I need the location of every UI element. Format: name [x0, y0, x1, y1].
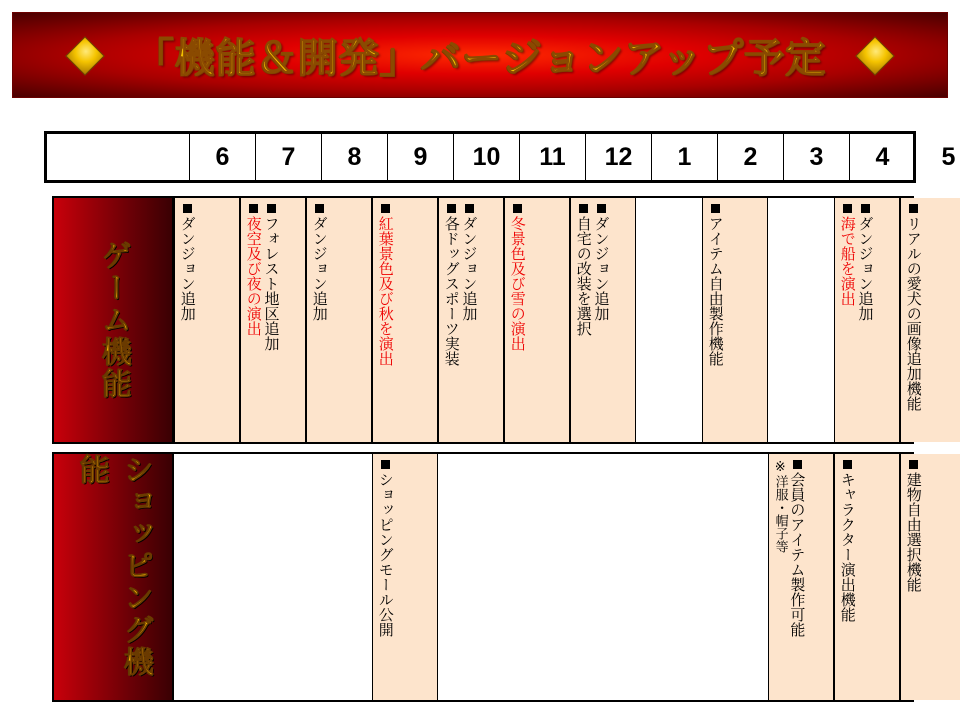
entry-text: 冬景色及び雪の演出 [507, 204, 525, 436]
entry-text: 会員のアイテム製作可能 [787, 460, 805, 694]
cell-game-5 [900, 198, 960, 442]
entry-text: ダンジョン追加 [177, 204, 195, 436]
entry-text: ダンジョン追加 [855, 204, 873, 436]
entry-text-secondary: 各ドッグスポーツ実装 [441, 204, 459, 436]
entry-text: ダンジョン追加 [309, 204, 327, 436]
title-banner [12, 12, 948, 98]
cell-game-3 [768, 198, 834, 442]
square-bullet-icon [597, 204, 606, 213]
cell-game-1 [636, 198, 702, 442]
cell-shop-1 [636, 454, 702, 700]
entry-text-secondary: 夜空及び夜の演出 [243, 204, 261, 436]
cell-shop-12 [570, 454, 636, 700]
month-cell-8: 8 [321, 134, 387, 180]
square-bullet-icon [909, 460, 918, 469]
entry-text: 建物自由選択機能 [903, 460, 921, 694]
square-bullet-icon [267, 204, 276, 213]
square-bullet-icon [861, 204, 870, 213]
square-bullet-icon [465, 204, 474, 213]
entry-text: リアルの愛犬の画像追加機能 [903, 204, 921, 436]
cell-game-11 [504, 198, 570, 442]
entry-text-secondary: 自宅の改装を選択 [573, 204, 591, 436]
section-shopping-features [52, 452, 923, 702]
cell-game-6 [174, 198, 240, 442]
entry-text-secondary: ※洋服・帽子等 [772, 460, 788, 553]
section-label-game [54, 198, 174, 442]
cell-game-7 [240, 198, 306, 442]
cell-shop-11 [504, 454, 570, 700]
month-cell-1: 1 [651, 134, 717, 180]
section-label-shopping-text: ショッピング機能 [74, 454, 153, 678]
entry-text: フォレスト地区追加 [261, 204, 279, 436]
month-cell-5: 5 [915, 134, 960, 180]
square-bullet-icon [183, 204, 192, 213]
section-label-shopping [54, 454, 174, 700]
entry-text: 紅葉景色及び秋を演出 [375, 204, 393, 436]
cell-shop-3 [768, 454, 834, 700]
month-cell-12: 12 [585, 134, 651, 180]
cell-shop-5 [900, 454, 960, 700]
square-bullet-icon [249, 204, 258, 213]
month-cell-6: 6 [189, 134, 255, 180]
entry-text: ダンジョン追加 [591, 204, 609, 436]
square-bullet-icon [793, 460, 802, 469]
square-bullet-icon [513, 204, 522, 213]
section-game-grid [174, 198, 960, 442]
cell-game-4 [834, 198, 900, 442]
cell-game-9 [372, 198, 438, 442]
cell-shop-8 [306, 454, 372, 700]
header-corner-cell [47, 134, 189, 180]
cell-game-12 [570, 198, 636, 442]
page-title: 「機能＆開発」バージョンアップ予定 [133, 35, 827, 82]
square-bullet-icon [315, 204, 324, 213]
square-bullet-icon [447, 204, 456, 213]
entry-text-secondary: 海で船を演出 [837, 204, 855, 436]
square-bullet-icon [381, 460, 390, 469]
section-label-game-text: ゲーム機能 [96, 240, 131, 400]
square-bullet-icon [909, 204, 918, 213]
month-cell-3: 3 [783, 134, 849, 180]
entry-text: ショッピングモール公開 [375, 460, 393, 694]
cell-game-8 [306, 198, 372, 442]
month-cell-11: 11 [519, 134, 585, 180]
cell-game-2 [702, 198, 768, 442]
month-cell-7: 7 [255, 134, 321, 180]
cell-game-10 [438, 198, 504, 442]
square-bullet-icon [843, 460, 852, 469]
square-bullet-icon [579, 204, 588, 213]
section-shopping-grid [174, 454, 960, 700]
cell-shop-6 [174, 454, 240, 700]
square-bullet-icon [381, 204, 390, 213]
month-cell-2: 2 [717, 134, 783, 180]
month-cell-10: 10 [453, 134, 519, 180]
cell-shop-4 [834, 454, 900, 700]
cell-shop-10 [438, 454, 504, 700]
square-bullet-icon [711, 204, 720, 213]
entry-text: ダンジョン追加 [459, 204, 477, 436]
cell-shop-7 [240, 454, 306, 700]
month-cell-9: 9 [387, 134, 453, 180]
square-bullet-icon [843, 204, 852, 213]
cell-shop-2 [702, 454, 768, 700]
section-game-features [52, 196, 923, 444]
month-header-row [44, 131, 956, 183]
entry-text: キャラクター演出機能 [837, 460, 855, 694]
month-cell-4: 4 [849, 134, 915, 180]
cell-shop-9 [372, 454, 438, 700]
entry-text: アイテム自由製作機能 [705, 204, 723, 436]
